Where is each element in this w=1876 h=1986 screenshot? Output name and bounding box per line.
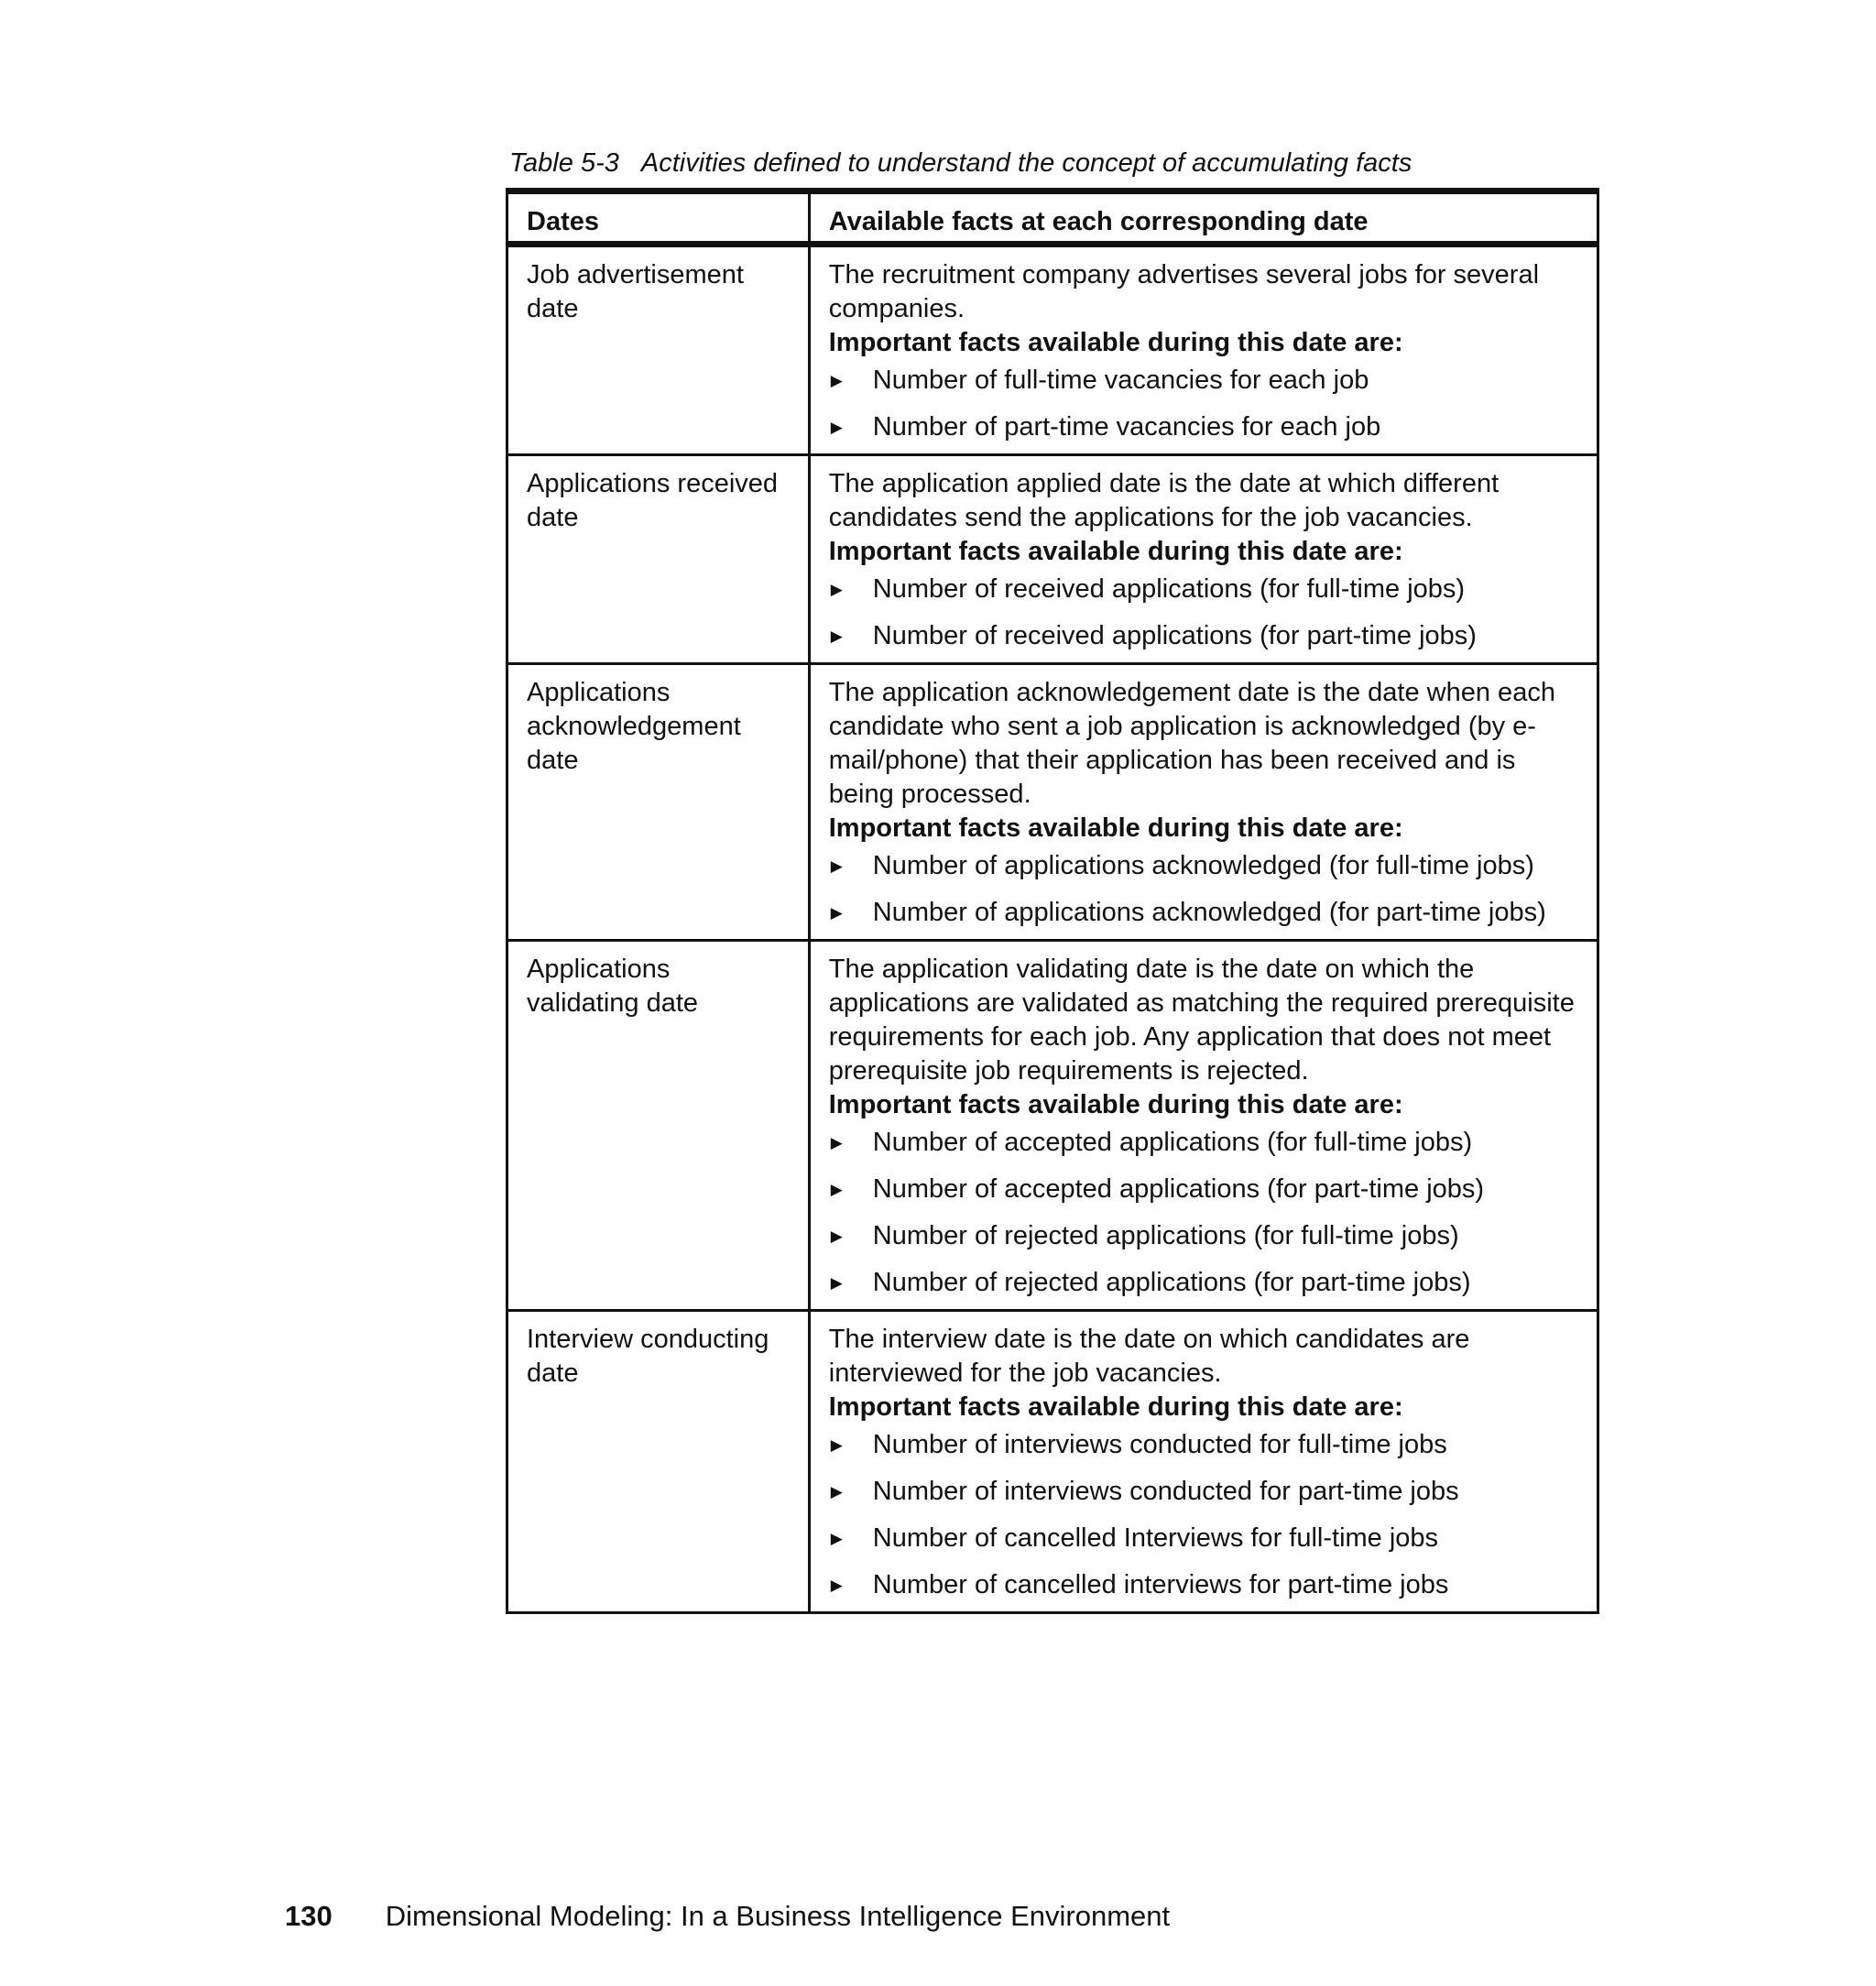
triangle-right-icon: ▶ <box>830 1436 843 1454</box>
triangle-right-icon: ▶ <box>830 1181 843 1198</box>
fact-bullet-item <box>829 1475 1578 1509</box>
book-title: Dimensional Modeling: In a Business Intelligence Environment <box>385 1900 1171 1932</box>
fact-description: The recruitment company advertises several jobs for several companies. <box>828 260 1540 323</box>
fact-description: The interview date is the date on which candidates are interviewed for the job vacancies. <box>828 1325 1470 1388</box>
triangle-right-icon: ▶ <box>830 1134 843 1151</box>
triangle-right-icon: ▶ <box>830 419 843 436</box>
fact-bullet-item <box>829 410 1578 444</box>
important-facts-heading: Important facts available during this date are: <box>828 537 1403 566</box>
fact-bullet-item <box>829 1428 1578 1462</box>
fact-bullet-text: Number of applications acknowledged (for full-time jobs) <box>872 851 1534 880</box>
triangle-right-icon: ▶ <box>830 1274 843 1292</box>
fact-bullet-text: Number of part-time vacancies for each job <box>872 412 1381 442</box>
page-number: 130 <box>285 1900 333 1932</box>
table-caption-text: Activities defined to understand the concept of accumulating facts <box>640 148 1412 178</box>
facts-cell <box>809 245 1598 455</box>
date-cell: Applications received date <box>507 455 810 664</box>
header-dates: Dates <box>507 191 810 245</box>
page-footer <box>285 1900 1170 1933</box>
triangle-right-icon: ▶ <box>830 372 843 389</box>
table-caption-label: Table 5-3 <box>509 148 619 178</box>
fact-bullet-text: Number of rejected applications (for part-time jobs) <box>872 1268 1471 1297</box>
facts-cell <box>809 664 1598 941</box>
date-cell: Job advertisement date <box>507 245 810 455</box>
fact-description: The application applied date is the date at which different candidates send the applications for the job vacancies. <box>828 469 1500 532</box>
fact-bullet-text: Number of accepted applications (for full-time jobs) <box>872 1128 1473 1157</box>
fact-bullet-list <box>829 1428 1578 1602</box>
important-facts-heading: Important facts available during this date are: <box>828 1392 1403 1422</box>
facts-cell <box>809 455 1598 664</box>
date-cell: Interview conducting date <box>507 1311 810 1613</box>
triangle-right-icon: ▶ <box>830 1530 843 1547</box>
date-cell: Applications validating date <box>507 941 810 1311</box>
table-body <box>507 245 1598 1613</box>
table-row <box>507 664 1598 941</box>
important-facts-heading: Important facts available during this date are: <box>828 1090 1403 1119</box>
fact-bullet-text: Number of received applications (for full-time jobs) <box>872 574 1466 604</box>
fact-bullet-list <box>829 1126 1578 1300</box>
table-row <box>507 245 1598 455</box>
fact-bullet-item <box>829 1266 1578 1300</box>
fact-description: The application validating date is the date on which the applications are validated as matching the required prerequisite requirements for each job. Any application that does not meet prerequisite job requirements is rejected. <box>828 955 1575 1086</box>
fact-bullet-text: Number of interviews conducted for part-time jobs <box>872 1477 1459 1506</box>
fact-bullet-text: Number of interviews conducted for full-time jobs <box>872 1430 1447 1459</box>
fact-bullet-item <box>829 1568 1578 1602</box>
fact-bullet-text: Number of full-time vacancies for each job <box>872 366 1369 395</box>
fact-bullet-item <box>829 619 1578 653</box>
fact-bullet-text: Number of received applications (for part-time jobs) <box>872 621 1477 650</box>
table-caption <box>509 148 1412 179</box>
fact-bullet-text: Number of cancelled Interviews for full-time jobs <box>872 1523 1439 1553</box>
fact-bullet-list <box>829 364 1578 444</box>
facts-cell <box>809 941 1598 1311</box>
table-row <box>507 941 1598 1311</box>
triangle-right-icon: ▶ <box>830 904 843 922</box>
fact-bullet-text: Number of rejected applications (for full-time jobs) <box>872 1221 1459 1250</box>
fact-bullet-item <box>829 1219 1578 1253</box>
accumulating-facts-table <box>506 188 1599 1614</box>
triangle-right-icon: ▶ <box>830 1483 843 1500</box>
fact-bullet-list <box>829 849 1578 930</box>
important-facts-heading: Important facts available during this date are: <box>828 328 1403 357</box>
fact-bullet-item <box>829 1173 1578 1206</box>
fact-bullet-list <box>829 573 1578 653</box>
fact-bullet-text: Number of cancelled interviews for part-time jobs <box>872 1570 1449 1599</box>
triangle-right-icon: ▶ <box>830 1577 843 1594</box>
important-facts-heading: Important facts available during this date are: <box>828 813 1403 843</box>
fact-bullet-text: Number of applications acknowledged (for part-time jobs) <box>872 898 1546 927</box>
facts-cell <box>809 1311 1598 1613</box>
header-available-facts: Available facts at each corresponding date <box>809 191 1598 245</box>
fact-bullet-item <box>829 1126 1578 1160</box>
fact-bullet-text: Number of accepted applications (for part-time jobs) <box>872 1174 1485 1204</box>
date-cell: Applications acknowledgement date <box>507 664 810 941</box>
table-header-row <box>507 191 1598 245</box>
triangle-right-icon: ▶ <box>830 857 843 875</box>
triangle-right-icon: ▶ <box>830 581 843 598</box>
table-row <box>507 1311 1598 1613</box>
fact-bullet-item <box>829 896 1578 930</box>
fact-bullet-item <box>829 573 1578 606</box>
triangle-right-icon: ▶ <box>830 627 843 645</box>
fact-bullet-item <box>829 364 1578 398</box>
triangle-right-icon: ▶ <box>830 1228 843 1245</box>
fact-bullet-item <box>829 849 1578 883</box>
table-header <box>507 191 1598 245</box>
fact-description: The application acknowledgement date is the date when each candidate who sent a job application is acknowledged (by e-mail/phone) that their application has been received and is being processed. <box>828 678 1555 809</box>
table-row <box>507 455 1598 664</box>
fact-bullet-item <box>829 1522 1578 1555</box>
